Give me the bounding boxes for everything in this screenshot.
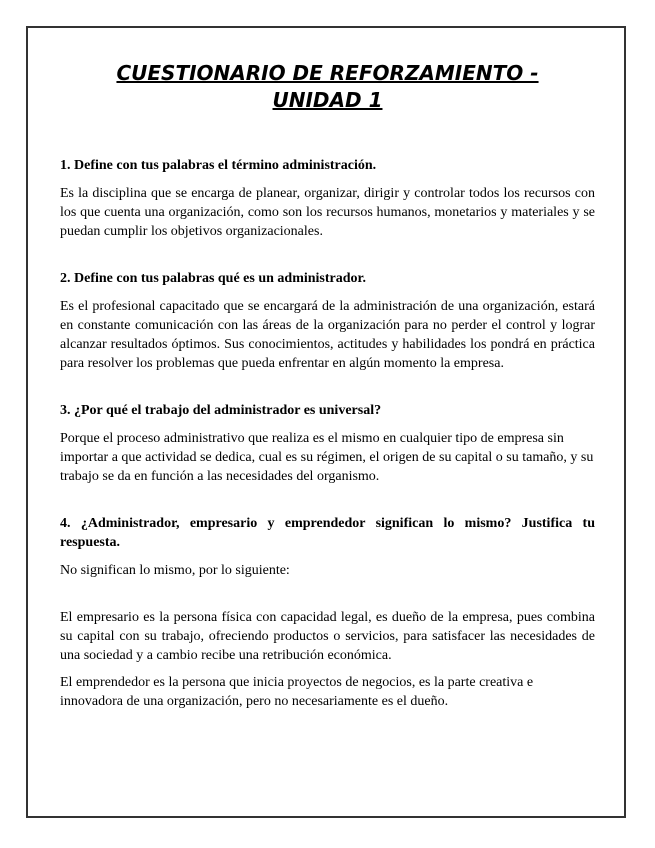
title-line-2: UNIDAD 1 bbox=[272, 88, 383, 112]
question-section-2 bbox=[60, 269, 595, 373]
title-line-1: CUESTIONARIO DE REFORZAMIENTO - bbox=[116, 61, 539, 85]
questionnaire-body bbox=[60, 156, 595, 711]
question-section-4 bbox=[60, 514, 595, 711]
question-1: 1. Define con tus palabras el término administración. bbox=[60, 158, 377, 173]
page-title bbox=[60, 60, 595, 114]
answer-1: Es la disciplina que se encarga de planear, organizar, dirigir y controlar todos los recursos con los que cuenta una organización, como son los recursos humanos, monetarios y materiales y se puedan cumplir los objetivos organizacionales. bbox=[60, 186, 595, 239]
question-2: 2. Define con tus palabras qué es un administrador. bbox=[60, 271, 366, 286]
question-4: 4. ¿Administrador, empresario y emprendedor significan lo mismo? Justifica tu respuesta. bbox=[60, 516, 595, 550]
answer-4-emprendedor: El emprendedor es la persona que inicia proyectos de negocios, es la parte creativa e innovadora de una organización, pero no necesariamente es el dueño. bbox=[60, 675, 534, 709]
answer-2: Es el profesional capacitado que se encargará de la administración de una organización, estará en constante comunicación con las áreas de la organización para no perder el control y lograr alcanzar resultados óptimos. Sus conocimientos, actitudes y habilidades los pondrá en práctica para resolver los problemas que pueda enfrentar en algún momento la empresa. bbox=[60, 299, 595, 371]
question-3: 3. ¿Por qué el trabajo del administrador es universal? bbox=[60, 403, 382, 418]
question-section-1 bbox=[60, 156, 595, 241]
answer-3: Porque el proceso administrativo que realiza es el mismo en cualquier tipo de empresa sin importar a que actividad se dedica, cual es su régimen, el origen de su capital o su tamaño, y su trabajo se da en función a las necesidades del organismo. bbox=[60, 431, 594, 484]
question-section-3 bbox=[60, 401, 595, 486]
answer-4-empresario: El empresario es la persona física con capacidad legal, es dueño de la empresa, pues combina su capital con su trabajo, ofreciendo productos o servicios, para satisfacer las necesidades de una sociedad y a cambio recibe una retribución económica. bbox=[60, 610, 595, 663]
answer-4-intro: No significan lo mismo, por lo siguiente: bbox=[60, 563, 290, 578]
